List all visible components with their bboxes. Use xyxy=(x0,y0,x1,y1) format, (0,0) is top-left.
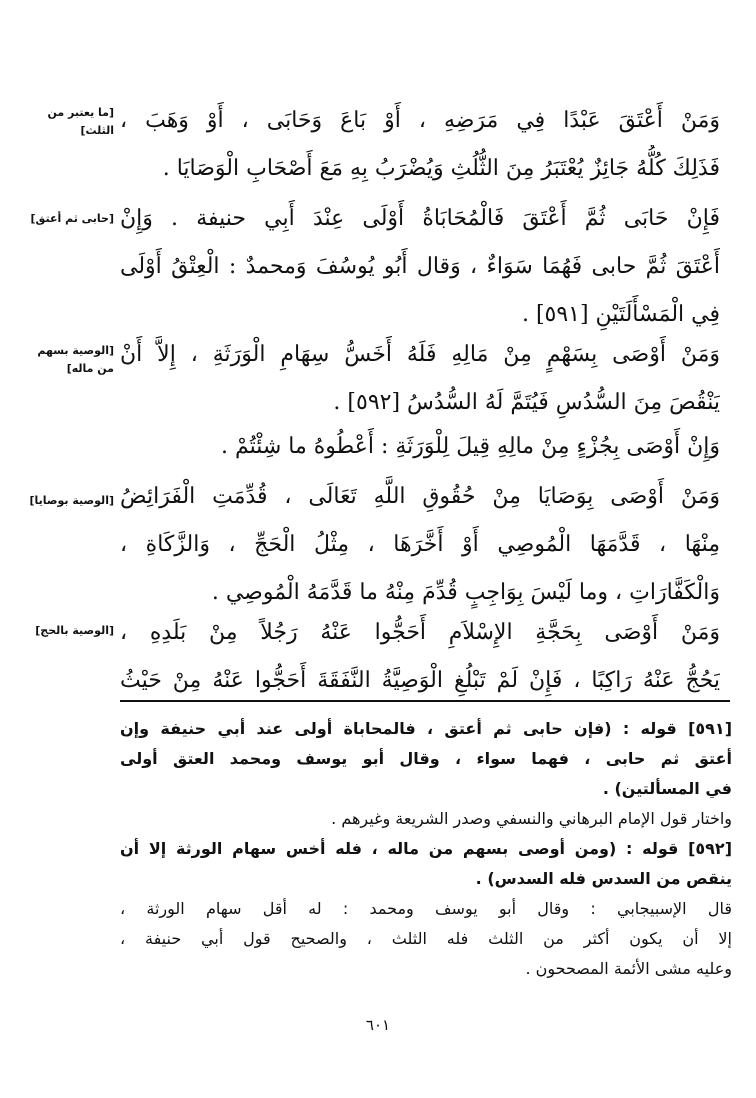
footnote-line: ينقص من السدس فله السدس) . xyxy=(475,869,732,888)
text-line: يَحُجُّ عَنْهُ رَاكِبًا ، فَإِنْ لَمْ تَبْلُغِ الْوَصِيَّةُ النَّفَقَةَ أَحَجُّوا عَنْهُ مِنْ حَيْثُ xyxy=(120,668,720,693)
text-line: وَالْكَفَّارَاتِ ، وما لَيْسَ بِوَاجِبٍ قُدِّمَ مِنْهُ ما قَدَّمَهُ الْمُوصِي . xyxy=(211,580,720,605)
page-number: ٦٠١ xyxy=(365,1016,391,1034)
footnote-line: واختار قول الإمام البرهاني والنسفي وصدر الشريعة وغيرهم . xyxy=(331,809,732,828)
footnotes xyxy=(120,714,732,984)
main-paragraph xyxy=(120,609,720,705)
text-line: وَمَنْ أَوْصَى بِسَهْمٍ مِنْ مَالِهِ فَلَهُ أَخَسُّ سِهَامِ الْوَرَثَةِ ، إِلاَّ أَنْ xyxy=(120,342,720,367)
footnote-line: إلا أن يكون أكثر من الثلث فله الثلث ، والصحيح قول أبي حنيفة ، xyxy=(120,929,732,948)
text-line: أَعْتَقَ ثُمَّ حابى فَهُمَا سَوَاءٌ ، وَقال أَبُو يُوسُفَ وَمحمدٌ : الْعِتْقُ أَوْلَى xyxy=(120,254,720,279)
main-paragraph xyxy=(120,195,720,339)
footnote-divider xyxy=(120,700,730,702)
text-line: وَمَنْ أَوْصَى بِحَجَّةِ الإِسْلاَمِ أَحَجُّوا عَنْهُ رَجُلاً مِنْ بَلَدِهِ ، xyxy=(120,620,720,645)
text-line: فَذَلِكَ كُلُّهُ جَائِزٌ يُعْتَبَرُ مِنَ الثُّلُثِ وَيُضْرَبُ بِهِ مَعَ أَصْحَابِ الْوَصَايَا . xyxy=(162,156,720,181)
margin-note: [حابى ثم أعتق] xyxy=(30,212,114,225)
main-paragraph xyxy=(120,473,720,617)
text-line: وَمَنْ أَوْصَى بِوَصَايَا مِنْ حُقُوقِ اللَّهِ تَعَالَى ، قُدِّمَتِ الْفَرَائِضُ xyxy=(120,484,720,509)
main-paragraph xyxy=(120,97,720,193)
main-paragraph xyxy=(120,423,720,471)
footnote-line: أعتق ثم حابى ، فهما سواء ، وقال أبو يوسف ومحمد العتق أولى xyxy=(120,749,732,768)
margin-note: [الوصية بالحج] xyxy=(35,624,114,637)
main-paragraph xyxy=(120,331,720,427)
margin-note: [الوصية بوصايا] xyxy=(29,494,114,507)
footnote-line: [٥٩١] قوله : (فإن حابى ثم أعتق ، فالمحاباة أولى عند أبي حنيفة وإن xyxy=(120,719,732,738)
footnote-line: في المسألتين) . xyxy=(602,779,732,798)
footnote-line: وعليه مشى الأئمة المصححون . xyxy=(525,959,732,978)
text-line: يَنْقُصَ مِنَ السُّدُسِ فَيُتَمَّ لَهُ السُّدُسُ [٥٩٢] . xyxy=(333,390,720,415)
margin-note: [الوصية بسهم من ماله] xyxy=(37,344,114,375)
text-line: فَإِنْ حَابَى ثُمَّ أَعْتَقَ فَالْمُحَابَاةُ أَوْلَى عِنْدَ أَبِي حنيفة . وَإِنْ xyxy=(120,206,720,231)
footnote-line: قال الإسبيجابي : وقال أبو يوسف ومحمد : له أقل سهام الورثة ، xyxy=(120,899,732,918)
text-line: مِنْهَا ، قَدَّمَهَا الْمُوصِي أَوْ أَخَّرَهَا ، مِثْلُ الْحَجِّ ، وَالزَّكَاةِ ، xyxy=(120,532,720,557)
footnote-line: [٥٩٢] قوله : (ومن أوصى بسهم من ماله ، فله أخس سهام الورثة إلا أن xyxy=(120,839,732,858)
text-line: وَمَنْ أَعْتَقَ عَبْدًا فِي مَرَضِهِ ، أَوْ بَاعَ وَحَابَى ، أَوْ وَهَبَ ، xyxy=(120,108,720,133)
margin-note: [ما يعتبر من الثلث] xyxy=(47,106,114,137)
text-line: وَإِنْ أَوْصَى بِجُزْءٍ مِنْ مالِهِ قِيلَ لِلْوَرَثَةِ : أَعْطُوهُ ما شِئْتُمْ . xyxy=(220,434,720,459)
text-line: فِي الْمَسْأَلَتَيْنِ [٥٩١] . xyxy=(521,302,720,327)
